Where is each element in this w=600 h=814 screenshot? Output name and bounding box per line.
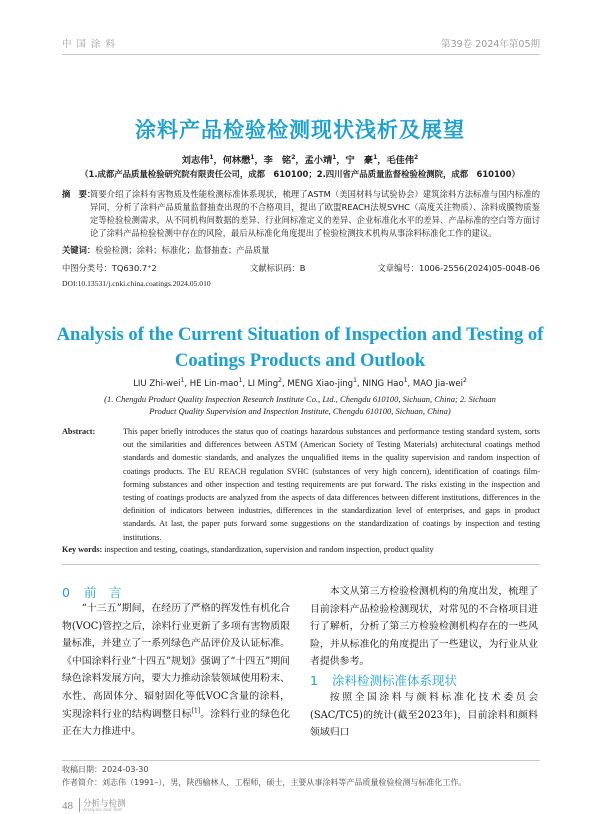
chinese-abstract: [62, 188, 540, 240]
author-name: 李 铭: [263, 155, 292, 166]
section-divider: [62, 564, 540, 565]
citation-ref[interactable]: [1]: [191, 707, 201, 715]
received-date: 收稿日期：2024-03-30: [62, 765, 149, 774]
author-name: NING Hao: [362, 379, 404, 389]
body-column-right: [310, 583, 538, 671]
author-bio: 作者简介：刘志伟（1991–），男，陕西榆林人，工程师，硕士，主要从事涂料等产品质量检验检测与标准化工作。: [62, 778, 467, 787]
english-title: Analysis of the Current Situation of Inspection and Testing of Coatings Products and Outlook: [56, 324, 544, 371]
column-name-english: Analysis and Test: [83, 808, 122, 813]
keywords-text: 检验检测；涂料；标准化；监督抽查；产品质量: [95, 245, 270, 255]
section-heading-0: [62, 583, 121, 601]
section-heading-1: [310, 671, 457, 689]
abstract-label: Abstract:: [62, 427, 96, 436]
abstract-label: 摘 要：: [62, 189, 96, 199]
article-number: 文章编号：1006-2556(2024)05-0048-06: [377, 263, 540, 273]
section-number: 1: [310, 673, 318, 688]
doi[interactable]: DOI:10.13531/j.cnki.china.coatings.2024.05.010: [62, 279, 211, 288]
english-affiliation: (1. Chengdu Product Quality Inspection Research Institute Co., Ltd., Chengdu 610100, Sichuan, China; 2. Sichuan Product Quality Supervision and Inspection Institute, Chengdu 610100, Sichuan, China): [104, 394, 496, 416]
chinese-title: 涂料产品检验检测现状浅析及展望: [135, 118, 465, 142]
page-number: 48: [62, 800, 73, 812]
abstract-text: This paper briefly introduces the status quo of coatings hazardous substances and performance testing standard system, sorts out the similarities and differences between ASTM (American Society of Testing Materials) architectural coatings method standards and domestic standards, and analyzes the unqualified items in the quality supervision and random inspection of coatings products. The EU REACH regulation SVHC (substances of very high concern), identification of coatings film-forming substances and other inspection and testing requirements are put forward. The risks existing in the inspection and testing of coatings products are analyzed from the aspects of data differences between different institutions, differences in the definition of indicators between industries, differences in the standardization level of enterprises, and gaps in product standards. At last, the paper puts forward some suggestions on the standardization of coatings by inspection and testing institutions.: [123, 427, 540, 542]
author-name: 毛佳伟: [386, 155, 415, 166]
section-title: 涂料检测标准体系现状: [331, 673, 457, 688]
author-name: MENG Xiao-jing: [287, 379, 354, 389]
classification-line: [62, 262, 540, 274]
body-column-left: [62, 600, 290, 741]
column-name: 分析与检测: [83, 799, 126, 809]
document-code: 文献标识码：B: [250, 263, 306, 273]
body-paragraph: “十三五”期间，在经历了严格的挥发性有机化合物(VOC)管控之后，涂料行业更新了多项有害物质限量标准，并建立了一系列绿色产品评价及认证标准。《中国涂料行业“十四五”规划》强调了“十四五”期间绿色涂料发展方向，要大力推动涂装领域使用粉末、水性、高固体分、辐射固化等低VOC含量的涂料，实现涂料行业的结构调整目标[1]。涂料行业的绿色化正在大力推进中。: [62, 603, 290, 738]
section-title: 前 言: [83, 585, 122, 600]
author-name: LI Ming: [247, 379, 279, 389]
header-divider: [62, 54, 540, 55]
english-keywords: [62, 545, 540, 554]
running-header: [62, 36, 540, 50]
section-number: 0: [62, 585, 70, 600]
keywords-text: inspection and testing, coatings, standardization, supervision and random inspection, product quality: [104, 545, 434, 554]
author-name: 何林懋: [222, 155, 251, 166]
body-column-right-continued: [310, 689, 538, 742]
author-name: 刘志伟: [181, 155, 210, 166]
body-paragraph: 本文从第三方检验检测机构的角度出发，梳理了目前涂料产品检验检测现状，对常见的不合格项目进行了解析，分析了第三方检验检测机构存在的一些风险，并从标准化的角度提出了一些建议，为行业从业者提供参考。: [310, 586, 538, 668]
author-name: HE Lin-mao: [189, 379, 239, 389]
author-name: 孟小靖: [304, 155, 333, 166]
chinese-authors: 刘志伟$^1$，何林懋$^1$，李 铭$^2$，孟小靖$^1$，宁 豪$^1$，毛佳伟$^2$: [181, 153, 419, 166]
page-number-separator: [79, 798, 80, 812]
english-abstract: [62, 425, 540, 544]
english-authors: LIU Zhi-wei$^1$, HE Lin-mao$^1$, LI Ming$^2$, MENG Xiao-jing$^1$, NING Hao$^1$, MAO Jia-wei$^2$: [133, 377, 467, 389]
issue-info: 第39卷 2024年第05期: [441, 39, 540, 50]
author-name: 宁 豪: [345, 155, 374, 166]
chinese-affiliation: （1.成都产品质量检验研究院有限责任公司，成都 610100；2.四川省产品质量监督检验检测院，成都 610100）: [80, 169, 520, 179]
keywords-label: 关键词：: [62, 245, 96, 255]
footnote-divider: [62, 760, 540, 761]
journal-name: 中 国 涂 料: [62, 39, 117, 50]
abstract-text: 简要介绍了涂料有害物质及性能检测标准体系现状，梳理了ASTM（美国材料与试验协会）建筑涂料方法标准与国内标准的异同，分析了涂料产品质量监督抽查出现的不合格项目，提出了欧盟REACH法规SVHC（高度关注物质）、涂料成膜物质鉴定等检验检测需求，从不同机构间数据的差异、行业间标准定义的差异、企业标准化水平的差异、产品标准的空白等方面讨论了涂料产品检验检测中存在的风险，最后从标准化角度提出了检验检测技术机构从事涂料标准化工作的建议。: [90, 189, 540, 238]
clc-number: 中图分类号：TQ630.7⁺2: [62, 263, 157, 273]
author-name: MAO Jia-wei: [412, 379, 463, 389]
body-paragraph: 按照全国涂料与颜料标准化技术委员会(SAC/TC5)的统计(截至2023年)，目前涂料和颜料领域归口: [310, 692, 538, 739]
chinese-keywords: [62, 244, 540, 256]
author-name: LIU Zhi-wei: [133, 379, 181, 389]
keywords-label: Key words:: [62, 545, 103, 554]
